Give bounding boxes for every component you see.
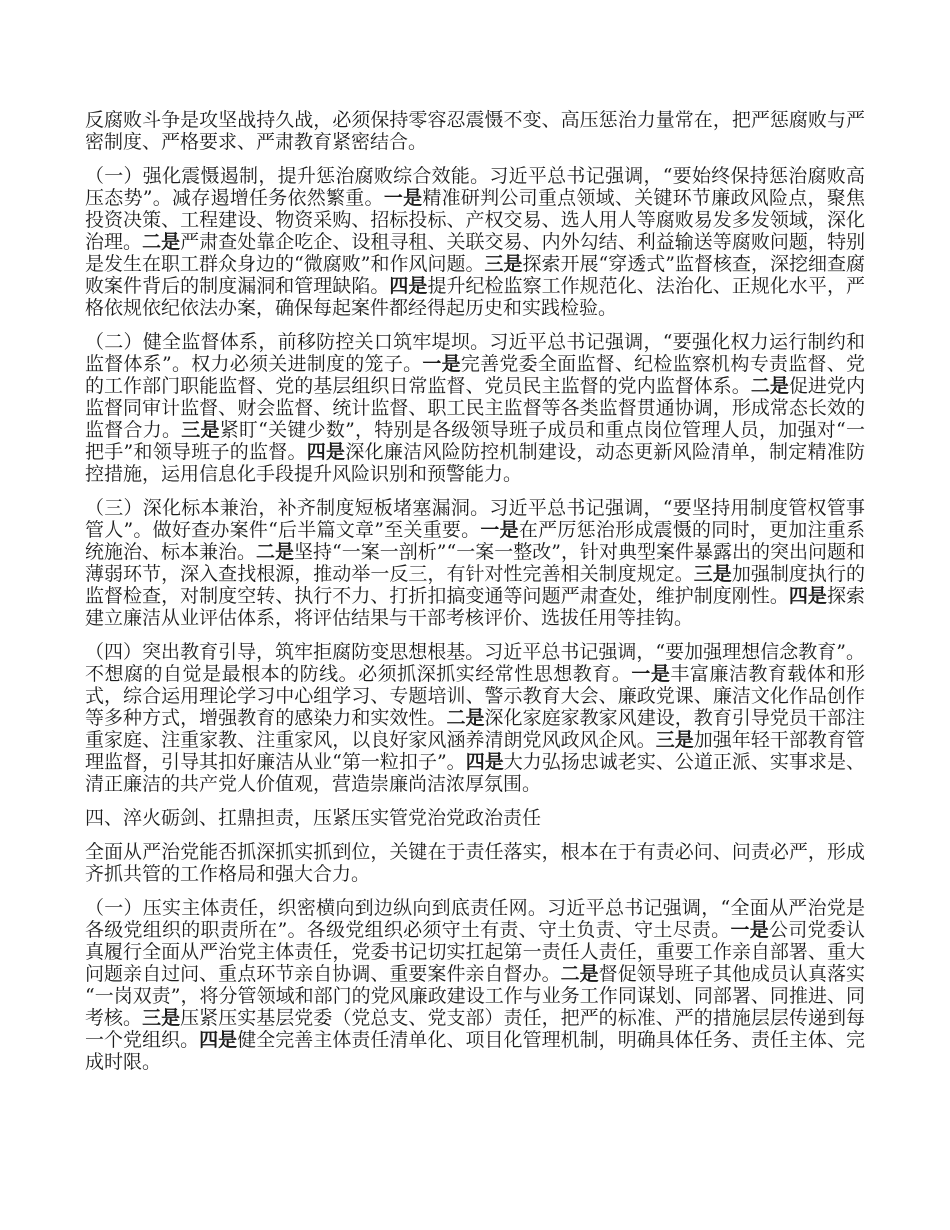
text-run: 完善党委全面监督、纪检监察机构专责监督、党的工作部门职能监督、党的基层组织日常监督、党员民主监督的党内监督体系。 [85, 353, 865, 397]
emphasis-run: 四是 [465, 751, 504, 773]
document-body [85, 109, 865, 1073]
text-run: 探索建立廉洁从业评估体系，将评估结果与干部考核评价、选拔任用等挂钩。 [85, 585, 865, 629]
text-run: 严肃查处靠企吃企、设租寻租、关联交易、内外勾结、利益输送等腐败问题，特别是发生在职工群众身边的“微腐败”和作风问题。 [85, 231, 865, 275]
text-run: 公司党委认真履行全面从严治党主体责任，党委书记切实扛起第一责任人责任，重要工作亲自部署、重大问题亲自过问、重点环节亲自协调、重要案件亲自督办。 [85, 919, 865, 985]
text-run: 压紧压实基层党委（党总支、党支部）责任，把严的标准、严的措施层层传递到每一个党组织。 [85, 1007, 865, 1051]
text-run: 加强制度执行的监督检查，对制度空转、执行不力、打折扣搞变通等问题严肃查处，维护制度刚性。 [85, 563, 865, 607]
text-run: 深化廉洁风险防控机制建设，动态更新风险清单，制定精准防控措施，运用信息化手段提升风险识别和预警能力。 [85, 441, 865, 485]
emphasis-run: 二是 [750, 375, 789, 397]
emphasis-run: 一是 [730, 919, 769, 941]
emphasis-run: 四是 [306, 441, 346, 463]
text-run: 四、淬火砺剑、扛鼎担责，压紧压实管党治党政治责任 [85, 807, 542, 829]
emphasis-run: 一是 [422, 353, 461, 375]
paragraph [85, 841, 865, 885]
text-run: 在严厉惩治形成震慑的同时，更加注重系统施治、标本兼治。 [85, 519, 865, 563]
emphasis-run: 二是 [560, 963, 599, 985]
text-run: 全面从严治党能否抓深抓实抓到位，关键在于责任落实，根本在于有责必问、问责必严，形成齐抓共管的工作格局和强大合力。 [85, 841, 865, 885]
paragraph [85, 497, 865, 629]
text-run: 加强年轻干部教育管理监督，引导其扣好廉洁从业“第一粒扣子”。 [85, 729, 865, 773]
emphasis-run: 一是 [480, 519, 519, 541]
text-run: 紧盯“关键少数”，特别是各级领导班子成员和重点岗位管理人员，加强对“一把手”和领导班子的监督。 [85, 419, 865, 463]
paragraph [85, 897, 865, 1073]
text-run: （一）压实主体责任，织密横向到边纵向到底责任网。习近平总书记强调，“全面从严治党是各级党组织的职责所在”。各级党组织必须守土有责、守土负责、守土尽责。 [85, 897, 865, 941]
emphasis-run: 二是 [256, 541, 295, 563]
text-run: 反腐败斗争是攻坚战持久战，必须保持零容忍震慑不变、高压惩治力量常在，把严惩腐败与严密制度、严格要求、严肃教育紧密结合。 [85, 109, 865, 153]
emphasis-run: 三是 [142, 1007, 181, 1029]
emphasis-run: 一是 [383, 187, 423, 209]
emphasis-run: 四是 [199, 1029, 238, 1051]
text-run: （三）深化标本兼治，补齐制度短板堵塞漏洞。习近平总书记强调，“要坚持用制度管权管事管人”。做好查办案件“后半篇文章”至关重要。 [85, 497, 865, 541]
emphasis-run: 三是 [181, 419, 220, 441]
paragraph [85, 109, 865, 153]
emphasis-run: 四是 [389, 275, 428, 297]
emphasis-run: 二是 [142, 231, 181, 253]
text-run: 丰富廉洁教育载体和形式，综合运用理论学习中心组学习、专题培训、警示教育大会、廉政党课、廉洁文化作品创作等多种方式，增强教育的感染力和实效性。 [85, 663, 865, 729]
paragraph [85, 331, 865, 485]
paragraph [85, 165, 865, 319]
emphasis-run: 二是 [446, 707, 485, 729]
emphasis-run: 四是 [788, 585, 827, 607]
text-run: （一）强化震慑遏制，提升惩治腐败综合效能。习近平总书记强调，“要始终保持惩治腐败高压态势”。减存遏增任务依然繁重。 [85, 165, 865, 209]
text-run: 促进党内监督同审计监督、财会监督、统计监督、职工民主监督等各类监督贯通协调，形成常态长效的监督合力。 [85, 375, 865, 441]
emphasis-run: 三是 [655, 729, 694, 751]
text-run: 督促领导班子其他成员认真落实“一岗双责”，将分管领域和部门的党风廉政建设工作与业务工作同谋划、同部署、同推进、同考核。 [85, 963, 865, 1029]
emphasis-run: 三是 [693, 563, 732, 585]
text-run: （二）健全监督体系，前移防控关口筑牢堤坝。习近平总书记强调，“要强化权力运行制约和监督体系”。权力必须关进制度的笼子。 [85, 331, 865, 375]
text-run: 坚持“一案一剖析”“一案一整改”，针对典型案件暴露出的突出问题和薄弱环节，深入查找根源，推动举一反三，有针对性完善相关制度规定。 [85, 541, 865, 585]
text-run: 精准研判公司重点领域、关键环节廉政风险点，聚焦投资决策、工程建设、物资采购、招标投标、产权交易、选人用人等腐败易发多发领域，深化治理。 [85, 187, 865, 253]
text-run: 提升纪检监察工作规范化、法治化、正规化水平，严格依规依纪依法办案，确保每起案件都经得起历史和实践检验。 [85, 275, 865, 319]
text-run: 深化家庭家教家风建设，教育引导党员干部注重家庭、注重家教、注重家风，以良好家风涵养清朗党风政风企风。 [85, 707, 865, 751]
section-heading [85, 807, 865, 829]
paragraph [85, 641, 865, 795]
text-run: （四）突出教育引导，筑牢拒腐防变思想根基。习近平总书记强调，“要加强理想信念教育”。不想腐的自觉是最根本的防线。必须抓深抓实经常性思想教育。 [85, 641, 865, 685]
emphasis-run: 三是 [484, 253, 523, 275]
text-run: 健全完善主体责任清单化、项目化管理机制，明确具体任务、责任主体、完成时限。 [85, 1029, 865, 1073]
text-run: 探索开展“穿透式”监督核查，深挖细查腐败案件背后的制度漏洞和管理缺陷。 [85, 253, 865, 297]
text-run: 大力弘扬忠诚老实、公道正派、实事求是、清正廉洁的共产党人价值观，营造崇廉尚洁浓厚氛围。 [85, 751, 865, 795]
emphasis-run: 一是 [631, 663, 671, 685]
